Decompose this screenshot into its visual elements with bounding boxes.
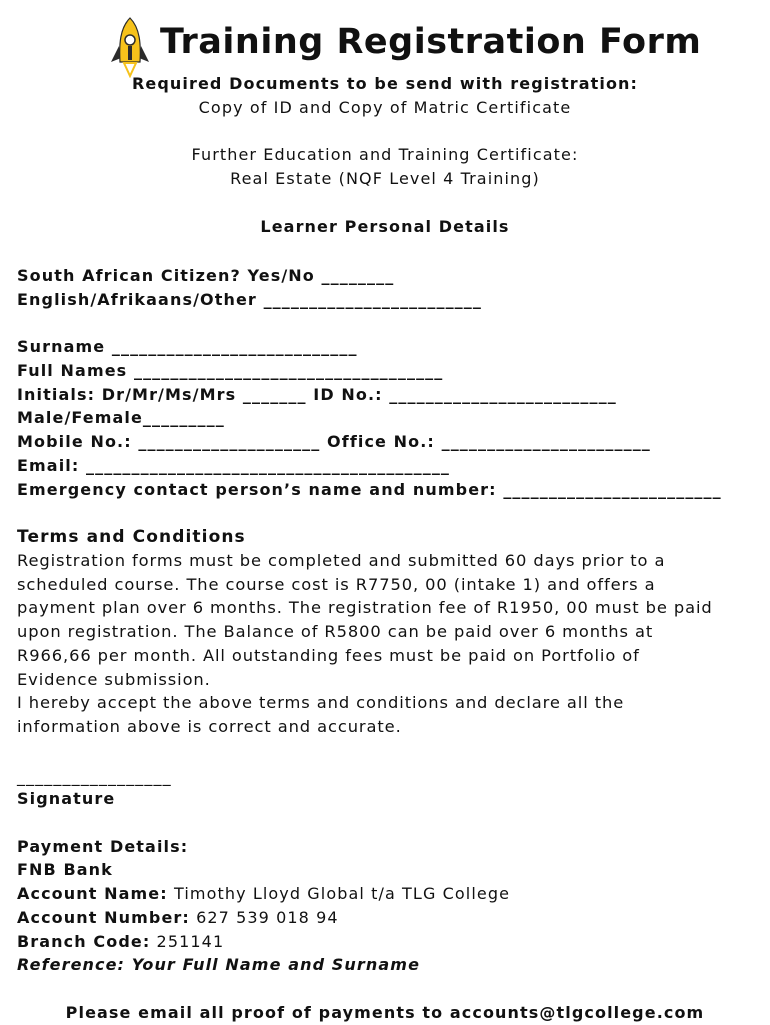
form-header [0,10,770,74]
account-name-row [17,882,510,906]
terms-line: information above is correct and accurate. [17,716,402,736]
gender-field: Male/Female_________ [17,408,225,427]
terms-line: Registration forms must be completed and submitted 60 days prior to a [17,551,666,570]
terms-paragraph [17,549,757,739]
signature-line: _________________ [17,767,172,786]
citizen-field: South African Citizen? Yes/No ________ [17,266,395,285]
branch-code-label: Branch Code: [17,932,151,951]
account-number-value: 627 539 018 94 [189,908,339,927]
required-docs-heading: Required Documents to be send with registration: [131,74,639,93]
signature-label: Signature [17,789,116,808]
payment-reference: Reference: Your Full Name and Surname [17,955,421,974]
branch-code-value: 251141 [150,932,225,951]
payment-heading: Payment Details: [17,837,189,856]
branch-code-row [17,930,224,954]
footer-email-note: Please email all proof of payments to accounts@tlgcollege.com [65,1003,705,1022]
rocket-icon [110,16,150,78]
account-number-label: Account Number: [17,908,190,927]
surname-field: Surname ___________________________ [17,337,358,356]
terms-heading: Terms and Conditions [17,527,246,547]
account-name-value: Timothy Lloyd Global t/a TLG College [167,884,511,903]
mobile-office-field: Mobile No.: ____________________ Office No.: _______________________ [17,432,651,451]
terms-line: scheduled course. The course cost is R7750, 00 (intake 1) and offers a [17,574,656,594]
terms-line: Evidence submission. [17,669,211,689]
terms-line: R966,66 per month. All outstanding fees must be paid on Portfolio of [17,645,640,665]
account-name-label: Account Name: [17,884,168,903]
terms-line: upon registration. The Balance of R5800 can be paid over 6 months at [17,622,654,642]
terms-line: payment plan over 6 months. The registration fee of R1950, 00 must be paid [17,598,713,618]
certificate-line-1: Further Education and Training Certificate: [191,145,579,164]
bank-name: FNB Bank [17,860,113,879]
language-field: English/Afrikaans/Other ________________________ [17,290,482,309]
emergency-contact-field: Emergency contact person’s name and number: ________________________ [17,480,722,499]
required-docs: Copy of ID and Copy of Matric Certificate [198,98,572,117]
terms-line: I hereby accept the above terms and conditions and declare all the [17,693,625,713]
account-number-row [17,906,339,930]
initials-id-field: Initials: Dr/Mr/Ms/Mrs _______ ID No.: _________________________ [17,385,617,404]
certificate-line-2: Real Estate (NQF Level 4 Training) [230,169,540,188]
form-title: Training Registration Form [160,22,702,62]
learner-details-heading: Learner Personal Details [260,217,510,236]
email-field: Email: ________________________________________ [17,456,451,475]
full-names-field: Full Names __________________________________ [17,361,444,380]
